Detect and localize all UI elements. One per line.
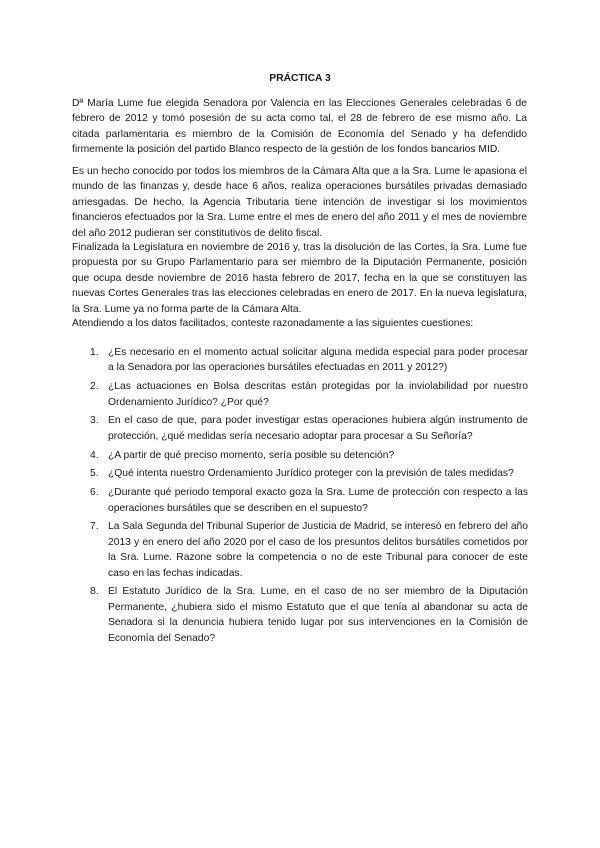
question-text: El Estatuto Jurídico de la Sra. Lume, en el caso de no ser miembro de la Diputación Permanente, ¿hubiera sido el mismo Estatuto que el que tenía al abandonar su acta de Senadora si la denuncia hubiera tenido lugar por sus intervenciones en la Comisión de Economía del Senado? — [108, 586, 528, 644]
question-item-4 — [72, 448, 528, 463]
question-item-8 — [72, 584, 528, 646]
question-number: 3. — [90, 415, 99, 427]
paragraph-finances: Es un hecho conocido por todos los miembros de la Cámara Alta que a la Sra. Lume le apasiona el mundo de las finanzas y, desde hace 6 años, realiza operaciones bursátiles privadas demasiado arriesgadas. De hecho, la Agencia Tributaria tiene intención de investigar si los movimientos financieros efectuados por la Sra. Lume entre el mes de enero del año 2011 y el mes de noviembre del año 2012 pudieran ser constitutivos de delito fiscal. — [72, 166, 527, 239]
questions-list — [72, 345, 528, 649]
page-title: PRÁCTICA 3 — [269, 73, 331, 84]
question-number: 4. — [90, 449, 99, 461]
question-item-6 — [72, 485, 528, 516]
paragraph-intro: Dª María Lume fue elegida Senadora por Valencia en las Elecciones Generales celebradas 6 de febrero de 2012 y tomó posesión de su acta como tal, el 28 de febrero de ese mismo año. La citada parlamentaria es miembro de la Comisión de Economía del Senado y ha defendido firmemente la posición del partido Blanco respecto de la gestión de los fondos bancarios MID. — [72, 98, 527, 156]
question-text: En el caso de que, para poder investigar estas operaciones hubiera algún instrumento de protección, ¿qué medidas sería necesario adoptar para procesar a Su Señoría? — [108, 415, 528, 442]
question-number: 7. — [90, 521, 99, 533]
question-text: ¿Durante qué periodo temporal exacto goza la Sra. Lume de protección con respecto a las operaciones bursátiles que se describen en el supuesto? — [108, 487, 528, 514]
question-number: 5. — [90, 468, 99, 480]
question-item-7 — [72, 519, 528, 581]
question-text: ¿Qué intenta nuestro Ordenamiento Jurídico proteger con la previsión de tales medidas? — [108, 468, 514, 480]
question-number: 2. — [90, 381, 99, 393]
question-text: La Sala Segunda del Tribunal Superior de Justicia de Madrid, se interesó en febrero del año 2013 y en enero del año 2020 por el caso de los presuntos delitos bursátiles cometidos por la Sra. Lume. Razone sobre la competencia o no de este Tribunal para conocer de este caso en las fechas indicadas. — [108, 521, 528, 579]
paragraph-instructions: Atendiendo a los datos facilitados, conteste razonadamente a las siguientes cuestiones: — [72, 318, 474, 329]
question-item-1 — [72, 345, 528, 376]
question-item-5 — [72, 466, 528, 481]
question-number: 1. — [90, 347, 99, 358]
paragraph-legislature: Finalizada la Legislatura en noviembre de 2016 y, tras la disolución de las Cortes, la Sra. Lume fue propuesta por su Grupo Parlamentario para ser miembro de la Diputación Permanente, posición que ocupa desde noviembre de 2016 hasta febrero de 2017, fecha en la que se constituyen las nuevas Cortes Generales tras las elecciones celebradas en enero de 2017. En la nueva legislatura, la Sra. Lume ya no forma parte de la Cámara Alta. — [72, 242, 527, 315]
question-text: ¿Las actuaciones en Bolsa descritas están protegidas por la inviolabilidad por nuestro Ordenamiento Jurídico? ¿Por qué? — [108, 381, 528, 408]
question-text: ¿Es necesario en el momento actual solicitar alguna medida especial para poder procesar a la Senadora por las operaciones bursátiles efectuadas en 2011 y 2012?) — [108, 347, 528, 374]
question-item-3 — [72, 413, 528, 444]
question-text: ¿A partir de qué preciso momento, sería posible su detención? — [108, 449, 395, 461]
question-number: 8. — [90, 586, 99, 598]
question-number: 6. — [90, 487, 99, 499]
question-item-2 — [72, 379, 528, 410]
